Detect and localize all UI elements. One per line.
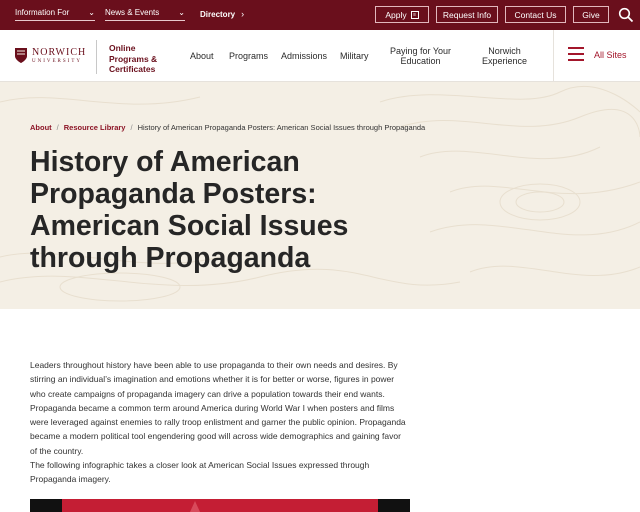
news-events-dropdown[interactable] xyxy=(105,8,185,21)
page-title-line: American Social Issues xyxy=(30,210,349,242)
nav-norwich-experience[interactable] xyxy=(482,30,534,82)
body-line: Propaganda imagery. xyxy=(30,474,111,485)
give-button[interactable] xyxy=(573,6,609,23)
logo-divider xyxy=(96,40,97,74)
information-for-label: Information For xyxy=(15,8,70,17)
external-form-icon: ≡ xyxy=(411,11,419,19)
body-line: were leveraged against enemies to rally troop enlistment and garner the public opinion. Propaganda xyxy=(30,417,406,428)
online-line-3: Certificates xyxy=(109,64,156,74)
main-navigation xyxy=(0,30,640,82)
body-line: stirring an individual’s imagination and emotions whether it is for better or worse, figures in power xyxy=(30,374,395,385)
nav-about-label: About xyxy=(190,50,214,61)
give-label: Give xyxy=(582,9,600,20)
news-events-label: News & Events xyxy=(105,8,160,17)
nav-experience-line-2: Experience xyxy=(482,56,528,66)
nav-admissions-label: Admissions xyxy=(281,50,328,61)
nav-experience-line-1: Norwich xyxy=(488,45,521,56)
utility-bar xyxy=(0,0,640,30)
nav-military-label: Military xyxy=(340,50,369,61)
chevron-down-icon: ⌄ xyxy=(88,8,95,17)
page-title-line: through Propaganda xyxy=(30,242,311,274)
directory-link[interactable] xyxy=(200,9,244,19)
nav-paying-line-2: Education xyxy=(400,56,441,66)
logo-line-2: UNIVERSITY xyxy=(32,58,82,64)
body-line: who create campaigns of propaganda imagery can drive a population towards their end wants. xyxy=(30,388,385,399)
breadcrumb-resource-library[interactable]: Resource Library xyxy=(63,123,126,132)
nav-paying-for-education[interactable] xyxy=(390,30,458,82)
logo-line-1: NORWICH xyxy=(32,46,87,58)
online-programs-link[interactable] xyxy=(109,43,157,75)
apply-label: Apply xyxy=(385,9,407,20)
contact-us-label: Contact Us xyxy=(514,9,557,20)
breadcrumb-current: History of American Propaganda Posters: American Social Issues through Propaganda xyxy=(137,123,426,132)
online-line-1: Online xyxy=(109,43,136,53)
apply-button[interactable] xyxy=(375,6,429,23)
nav-paying-line-1: Paying for Your xyxy=(390,45,452,56)
logo-wordmark xyxy=(32,48,86,64)
request-info-button[interactable] xyxy=(436,6,498,23)
body-line: became a modern political tool engendering good will across wide demographics and gaining favor xyxy=(30,431,401,442)
page-title-line: Propaganda Posters: xyxy=(30,178,317,210)
nav-admissions[interactable] xyxy=(281,30,327,82)
body-line: of the country. xyxy=(30,445,84,456)
menu-icon[interactable] xyxy=(568,47,584,61)
infographic-triangle-shape xyxy=(190,501,200,512)
nav-programs-label: Programs xyxy=(229,50,269,61)
shield-icon xyxy=(14,47,28,64)
norwich-logo[interactable] xyxy=(14,47,86,64)
nav-about[interactable] xyxy=(190,30,214,82)
page-title xyxy=(30,146,390,274)
nav-programs[interactable] xyxy=(229,30,268,82)
breadcrumb-separator: / xyxy=(130,123,133,132)
nav-military[interactable] xyxy=(340,30,369,82)
body-line: The following infographic takes a closer look at American Social Issues expressed through xyxy=(30,460,370,471)
request-info-label: Request Info xyxy=(442,9,492,20)
information-for-dropdown[interactable] xyxy=(15,8,95,21)
breadcrumb-separator: / xyxy=(56,123,59,132)
nav-divider xyxy=(553,30,554,82)
infographic-red-band xyxy=(62,499,378,512)
page-hero xyxy=(0,82,640,309)
all-sites-button[interactable]: All Sites xyxy=(594,50,627,60)
article-body xyxy=(30,358,410,487)
page-title-line: History of American xyxy=(30,146,300,178)
body-line: Propaganda became a common term around America during World War I when posters and films xyxy=(30,402,395,413)
directory-label: Directory xyxy=(200,9,236,19)
chevron-down-icon: ⌄ xyxy=(178,8,185,17)
chevron-right-icon: › xyxy=(241,9,245,19)
contact-us-button[interactable] xyxy=(505,6,566,23)
search-icon[interactable] xyxy=(618,7,634,23)
breadcrumb xyxy=(30,123,425,132)
breadcrumb-about[interactable]: About xyxy=(30,123,52,132)
online-line-2: Programs & xyxy=(109,53,158,64)
body-line: Leaders throughout history have been able to use propaganda to their own needs and desires. By xyxy=(30,360,398,370)
infographic-image xyxy=(30,499,410,512)
